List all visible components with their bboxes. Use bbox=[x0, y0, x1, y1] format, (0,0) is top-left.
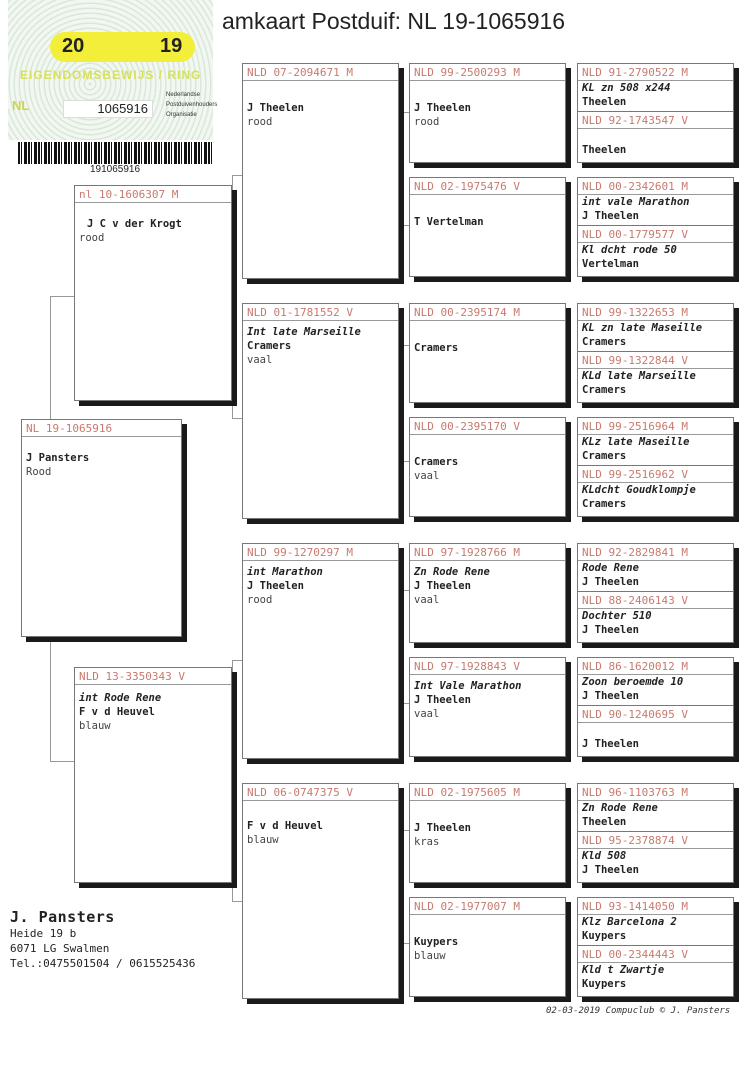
owner-name: Cramers bbox=[414, 342, 459, 354]
pigeon-color: vaal bbox=[414, 470, 440, 482]
pedigree-card-great-grandparent bbox=[409, 303, 566, 403]
ring-number: NLD 01-1781552 V bbox=[243, 304, 398, 321]
pigeon-color: rood bbox=[247, 594, 273, 606]
owner-name: T Vertelman bbox=[414, 216, 484, 228]
ring-number: NLD 13-3350343 V bbox=[75, 668, 231, 685]
owner-name: Kuypers bbox=[414, 936, 459, 948]
ring-number: NLD 00-1779577 V bbox=[578, 226, 733, 243]
ring-number: NLD 97-1928843 V bbox=[410, 658, 565, 675]
pigeon-name: Kld 508 bbox=[582, 850, 627, 862]
ring-number: NLD 88-2406143 V bbox=[578, 592, 733, 609]
pigeon-name: KL zn late Maseille bbox=[582, 322, 703, 334]
pedigree-card-grandparent bbox=[242, 543, 399, 759]
ownership-label: EIGENDOMSBEWIJS / RING bbox=[20, 68, 202, 82]
pedigree-pair-lower bbox=[578, 111, 733, 162]
owner-name: J Theelen bbox=[414, 102, 471, 114]
owner-name: F v d Heuvel bbox=[79, 706, 155, 718]
pigeon-name: Zn Rode Rene bbox=[582, 802, 658, 814]
owner-name: J Theelen bbox=[582, 210, 639, 222]
barcode bbox=[18, 142, 213, 164]
pigeon-name: int Rode Rene bbox=[79, 692, 162, 704]
pedigree-pair-card bbox=[577, 417, 734, 517]
country-code: NL bbox=[12, 98, 30, 113]
owner-name: Cramers bbox=[582, 336, 627, 348]
pigeon-name: Klz Barcelona 2 bbox=[582, 916, 677, 928]
ring-number: NLD 02-1975476 V bbox=[410, 178, 565, 195]
owner-name: Theelen bbox=[582, 144, 627, 156]
ring-number: NLD 07-2094671 M bbox=[243, 64, 398, 81]
ring-number: NLD 02-1977007 M bbox=[410, 898, 565, 915]
pedigree-card-great-grandparent bbox=[409, 897, 566, 997]
page-title: amkaart Postduif: NL 19-1065916 bbox=[222, 8, 566, 34]
pigeon-name: Int Vale Marathon bbox=[414, 680, 522, 692]
pigeon-name: Dochter 510 bbox=[582, 610, 652, 622]
pedigree-card-mother bbox=[74, 667, 232, 883]
year-part-b: 19 bbox=[160, 35, 183, 57]
owner-name: Theelen bbox=[582, 816, 627, 828]
owner-name: Cramers bbox=[582, 498, 627, 510]
owner-name: J Theelen bbox=[582, 864, 639, 876]
pedigree-card-grandparent bbox=[242, 783, 399, 999]
pedigree-card-great-grandparent bbox=[409, 177, 566, 277]
owner-name: Theelen bbox=[582, 96, 627, 108]
owner-name: J Theelen bbox=[247, 580, 304, 592]
owner-name: Cramers bbox=[582, 450, 627, 462]
ring-number: NLD 93-1414050 M bbox=[578, 898, 733, 915]
pedigree-card-great-grandparent bbox=[409, 783, 566, 883]
owner-name: Cramers bbox=[247, 340, 292, 352]
pedigree-pair-lower bbox=[578, 831, 733, 882]
pedigree-card-grandparent bbox=[242, 63, 399, 279]
ring-number: NLD 99-1270297 M bbox=[243, 544, 398, 561]
ring-number: NL 19-1065916 bbox=[22, 420, 181, 437]
ring-number: NLD 02-1975605 M bbox=[410, 784, 565, 801]
pigeon-color: vaal bbox=[414, 594, 440, 606]
pigeon-color: rood bbox=[79, 232, 105, 244]
ring-number: NLD 95-2378874 V bbox=[578, 832, 733, 849]
pedigree-pair-card bbox=[577, 897, 734, 997]
ring-number: NLD 06-0747375 V bbox=[243, 784, 398, 801]
owner-name: J C v der Krogt bbox=[87, 218, 182, 230]
organisation-name bbox=[166, 90, 217, 120]
breeder-name: J. Pansters bbox=[10, 908, 115, 926]
ring-number: NLD 97-1928766 M bbox=[410, 544, 565, 561]
pigeon-name: int vale Marathon bbox=[582, 196, 690, 208]
pigeon-color: Rood bbox=[26, 466, 52, 478]
owner-name: Kuypers bbox=[582, 930, 627, 942]
pigeon-name: int Marathon bbox=[247, 566, 323, 578]
owner-name: J Theelen bbox=[247, 102, 304, 114]
pedigree-card-great-grandparent bbox=[409, 657, 566, 757]
pigeon-name: Kl dcht rode 50 bbox=[582, 244, 677, 256]
ring-number: NLD 92-2829841 M bbox=[578, 544, 733, 561]
ring-number: NLD 99-2516964 M bbox=[578, 418, 733, 435]
footer-credit: 02-03-2019 Compuclub © J. Pansters bbox=[546, 1006, 731, 1016]
pigeon-color: blauw bbox=[247, 834, 279, 846]
owner-name: F v d Heuvel bbox=[247, 820, 323, 832]
ring-number: NLD 99-1322653 M bbox=[578, 304, 733, 321]
owner-name: Kuypers bbox=[582, 978, 627, 990]
pigeon-name: Zn Rode Rene bbox=[414, 566, 490, 578]
pedigree-pair-card bbox=[577, 657, 734, 757]
pedigree-pair-lower bbox=[578, 351, 733, 402]
pedigree-pair-card bbox=[577, 543, 734, 643]
pigeon-name: Zoon beroemde 10 bbox=[582, 676, 684, 688]
ring-number: NLD 91-2790522 M bbox=[578, 64, 733, 81]
pigeon-color: rood bbox=[247, 116, 273, 128]
ring-number: NLD 96-1103763 M bbox=[578, 784, 733, 801]
ring-number: NLD 90-1240695 V bbox=[578, 706, 733, 723]
owner-name: J Theelen bbox=[582, 576, 639, 588]
owner-name: J Theelen bbox=[582, 624, 639, 636]
breeder-city: 6071 LG Swalmen bbox=[10, 942, 110, 955]
breeder-phone: Tel.:0475501504 / 0615525436 bbox=[10, 957, 196, 970]
ring-number: NLD 92-1743547 V bbox=[578, 112, 733, 129]
breeder-street: Heide 19 b bbox=[10, 927, 77, 940]
owner-name: Cramers bbox=[582, 384, 627, 396]
pigeon-name: J Pansters bbox=[26, 452, 90, 464]
pedigree-card-father bbox=[74, 185, 232, 401]
pigeon-color: rood bbox=[414, 116, 440, 128]
ring-number: nl 10-1606307 M bbox=[75, 186, 231, 203]
pedigree-pair-lower bbox=[578, 465, 733, 516]
pigeon-color: vaal bbox=[247, 354, 273, 366]
ring-number: NLD 00-2342601 M bbox=[578, 178, 733, 195]
pigeon-name: Rode Rene bbox=[582, 562, 639, 574]
barcode-number: 191065916 bbox=[90, 164, 141, 175]
owner-name: Cramers bbox=[414, 456, 459, 468]
pigeon-name: Int late Marseille bbox=[247, 326, 361, 338]
ring-certificate-sticker bbox=[8, 0, 218, 178]
owner-name: J Theelen bbox=[414, 822, 471, 834]
owner-name: J Theelen bbox=[414, 580, 471, 592]
pedigree-card-great-grandparent bbox=[409, 543, 566, 643]
pedigree-pair-card bbox=[577, 303, 734, 403]
pigeon-name: KLz late Maseille bbox=[582, 436, 690, 448]
pedigree-pair-card bbox=[577, 783, 734, 883]
owner-name: J Theelen bbox=[414, 694, 471, 706]
ring-number: NLD 00-2344443 V bbox=[578, 946, 733, 963]
pigeon-color: blauw bbox=[414, 950, 446, 962]
pedigree-pair-lower bbox=[578, 591, 733, 642]
org-line: Postduivenhouders bbox=[166, 102, 218, 108]
pedigree-pair-lower bbox=[578, 705, 733, 756]
ring-number: NLD 99-2500293 M bbox=[410, 64, 565, 81]
ring-number: NLD 00-2395174 M bbox=[410, 304, 565, 321]
pedigree-card-great-grandparent bbox=[409, 417, 566, 517]
ring-number: NLD 99-2516962 V bbox=[578, 466, 733, 483]
pigeon-name: KL zn 508 x244 bbox=[582, 82, 671, 94]
ring-number: NLD 99-1322844 V bbox=[578, 352, 733, 369]
pigeon-color: vaal bbox=[414, 708, 440, 720]
owner-name: Vertelman bbox=[582, 258, 639, 270]
pedigree-card-great-grandparent bbox=[409, 63, 566, 163]
ring-number: NLD 00-2395170 V bbox=[410, 418, 565, 435]
breeder-info bbox=[10, 908, 195, 971]
pedigree-card-grandparent bbox=[242, 303, 399, 519]
pedigree-pair-card bbox=[577, 63, 734, 163]
pedigree-card-subject bbox=[21, 419, 182, 637]
owner-name: J Theelen bbox=[582, 690, 639, 702]
pigeon-name: KLdcht Goudklompje bbox=[582, 484, 696, 496]
pigeon-name: Kld t Zwartje bbox=[582, 964, 665, 976]
pedigree-pair-lower bbox=[578, 225, 733, 276]
pedigree-pair-card bbox=[577, 177, 734, 277]
year-badge bbox=[50, 32, 195, 62]
pedigree-pair-lower bbox=[578, 945, 733, 996]
pigeon-name: KLd late Marseille bbox=[582, 370, 696, 382]
ring-number: NLD 86-1620012 M bbox=[578, 658, 733, 675]
pigeon-color: kras bbox=[414, 836, 440, 848]
owner-name: J Theelen bbox=[582, 738, 639, 750]
org-line: Organisatie bbox=[166, 112, 197, 118]
org-line: Nederlandse bbox=[166, 92, 201, 98]
year-part-a: 20 bbox=[62, 35, 85, 57]
pigeon-color: blauw bbox=[79, 720, 111, 732]
ring-number: 1065916 bbox=[63, 100, 153, 118]
